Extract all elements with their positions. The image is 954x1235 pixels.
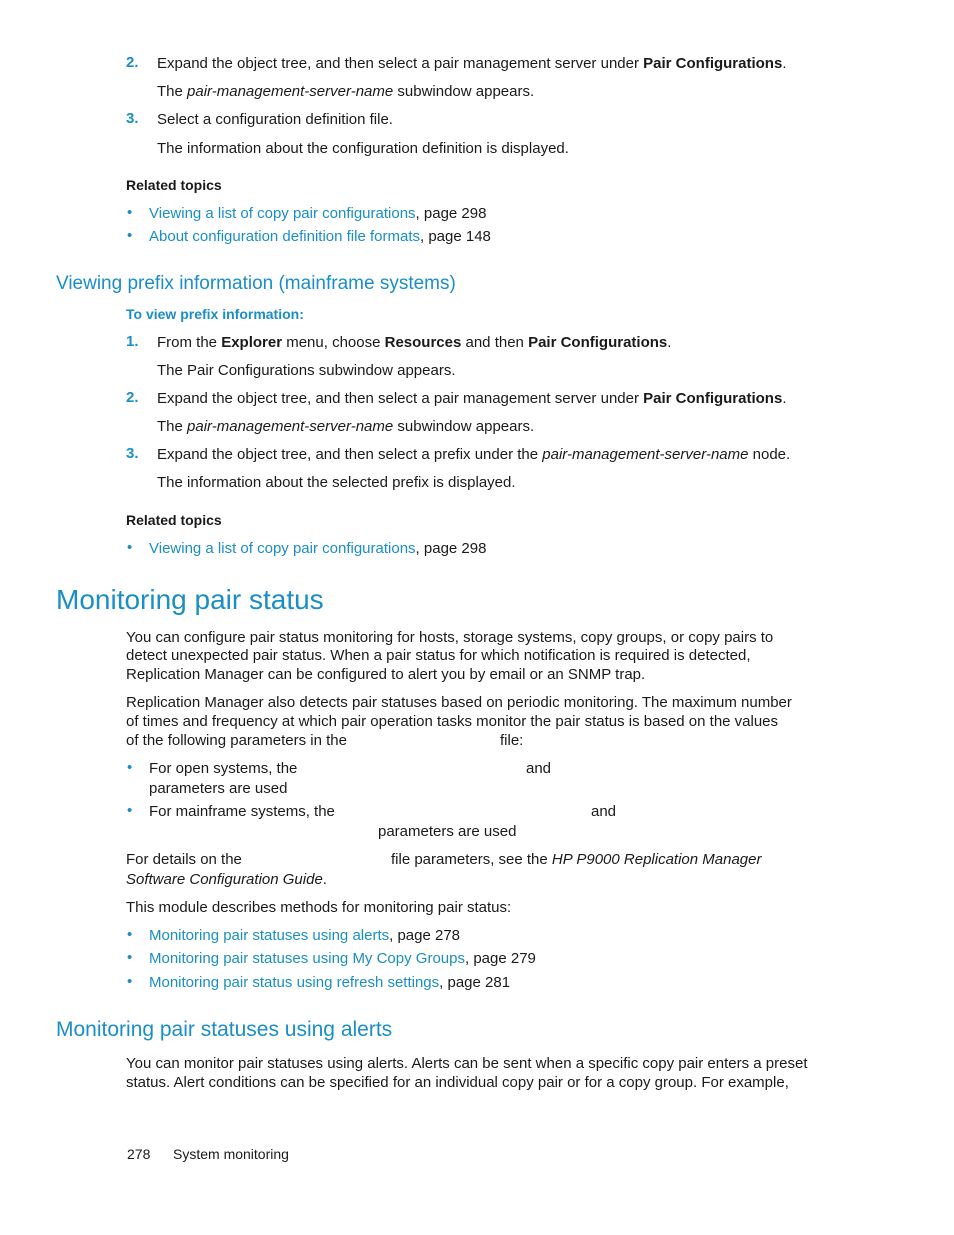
related-topics-heading: Related topics <box>126 177 222 193</box>
step-text: Expand the object tree, and then select a pair management server under Pair Configurations. <box>157 55 787 72</box>
step-result: The information about the selected prefix is displayed. <box>157 474 516 491</box>
related-link[interactable]: Viewing a list of copy pair configurations <box>149 205 416 222</box>
topic-item: Monitoring pair statuses using alerts, page 278 <box>149 927 461 944</box>
section-heading: Viewing prefix information (mainframe systems) <box>56 273 456 294</box>
paragraph-line: of times and frequency at which pair operation tasks monitor the pair status is based on the values <box>126 713 779 730</box>
step-text: Expand the object tree, and then select a pair management server under Pair Configurations. <box>157 390 787 407</box>
topic-link[interactable]: Monitoring pair statuses using My Copy Groups <box>149 950 465 967</box>
bullet-icon: • <box>127 227 133 244</box>
related-topics-heading: Related topics <box>126 512 222 528</box>
bullet-icon: • <box>127 802 133 819</box>
paragraph-fragment: file parameters, see the HP P9000 Replication Manager <box>391 851 762 868</box>
step-number: 2. <box>126 54 139 71</box>
topic-link[interactable]: Monitoring pair statuses using alerts <box>149 927 390 944</box>
bullet-text: and <box>591 803 617 820</box>
paragraph-fragment: file: <box>500 732 524 749</box>
bullet-text: For open systems, the <box>149 760 298 777</box>
bullet-icon: • <box>127 204 133 221</box>
related-link[interactable]: About configuration definition file formats <box>149 228 420 245</box>
step-text: Expand the object tree, and then select a prefix under the pair-management-server-name node. <box>157 446 791 463</box>
paragraph-line: of the following parameters in the <box>126 732 347 749</box>
bullet-text: For mainframe systems, the <box>149 803 335 820</box>
step-number: 1. <box>126 333 139 350</box>
bullet-text: and <box>526 760 552 777</box>
topic-link[interactable]: Monitoring pair status using refresh settings <box>149 974 440 991</box>
procedure-heading: To view prefix information: <box>126 306 304 322</box>
related-link[interactable]: Viewing a list of copy pair configurations <box>149 540 416 557</box>
bullet-text: parameters are used <box>378 823 517 840</box>
paragraph-fragment: For details on the <box>126 851 242 868</box>
step-text: From the Explorer menu, choose Resources and then Pair Configurations. <box>157 334 672 351</box>
paragraph-line: Replication Manager can be configured to alert you by email or an SNMP trap. <box>126 666 646 683</box>
bullet-icon: • <box>127 949 133 966</box>
step-number: 3. <box>126 110 139 127</box>
bullet-text: parameters are used <box>149 780 288 797</box>
footer-section: System monitoring <box>173 1146 289 1162</box>
paragraph-line: You can configure pair status monitoring for hosts, storage systems, copy groups, or copy pairs to <box>126 629 774 646</box>
bullet-icon: • <box>127 539 133 556</box>
topic-item: Monitoring pair status using refresh settings, page 281 <box>149 974 511 991</box>
step-result: The information about the configuration definition is displayed. <box>157 140 569 157</box>
bullet-icon: • <box>127 973 133 990</box>
page-number: 278 <box>127 1146 151 1162</box>
step-result: The Pair Configurations subwindow appears. <box>157 362 456 379</box>
step-number: 2. <box>126 389 139 406</box>
paragraph-fragment: Software Configuration Guide. <box>126 871 327 888</box>
paragraph-line: This module describes methods for monitoring pair status: <box>126 899 512 916</box>
step-text: Select a configuration definition file. <box>157 111 393 128</box>
related-item: Viewing a list of copy pair configurations, page 298 <box>149 540 487 557</box>
paragraph-line: You can monitor pair statuses using alerts. Alerts can be sent when a specific copy pair enters a preset <box>126 1055 808 1072</box>
paragraph-line: detect unexpected pair status. When a pair status for which notification is required is detected, <box>126 647 751 664</box>
paragraph-line: status. Alert conditions can be specified for an individual copy pair or for a copy group. For example, <box>126 1074 789 1091</box>
topic-item: Monitoring pair statuses using My Copy Groups, page 279 <box>149 950 536 967</box>
bullet-icon: • <box>127 759 133 776</box>
step-result: The pair-management-server-name subwindow appears. <box>157 83 535 100</box>
step-number: 3. <box>126 445 139 462</box>
related-item: About configuration definition file formats, page 148 <box>149 228 491 245</box>
chapter-heading: Monitoring pair status <box>56 584 324 615</box>
step-result: The pair-management-server-name subwindow appears. <box>157 418 535 435</box>
section-heading: Monitoring pair statuses using alerts <box>56 1018 393 1041</box>
bullet-icon: • <box>127 926 133 943</box>
related-item: Viewing a list of copy pair configurations, page 298 <box>149 205 487 222</box>
paragraph-line: Replication Manager also detects pair statuses based on periodic monitoring. The maximum number <box>126 694 792 711</box>
